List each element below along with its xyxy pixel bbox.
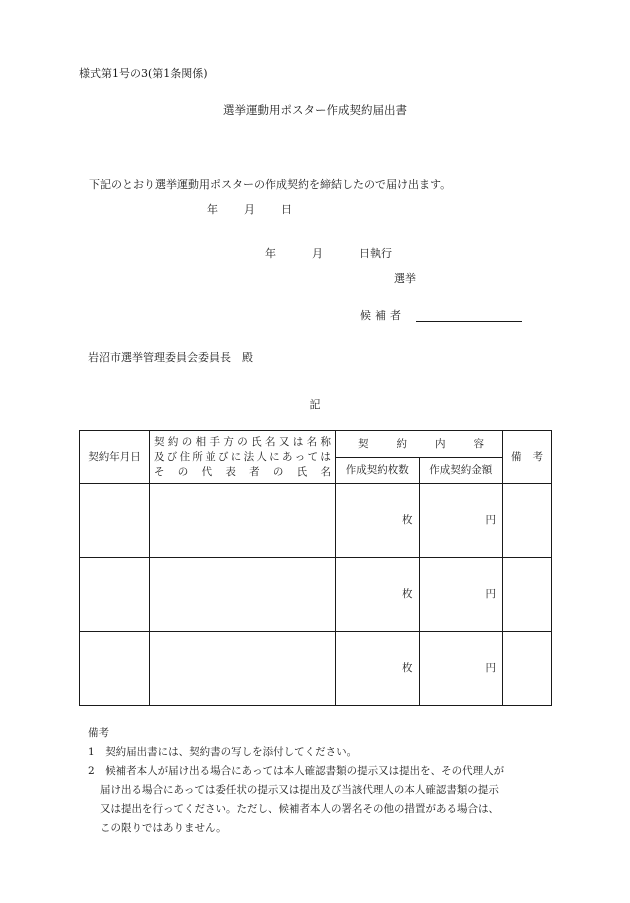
- party-header-char: 人: [256, 450, 267, 463]
- candidate-label: 候補者: [360, 309, 405, 322]
- party-header-char: 表: [225, 465, 236, 478]
- note-text: この限りではありません。: [100, 822, 227, 834]
- table-row: [80, 558, 552, 632]
- party-header-char: 代: [201, 465, 213, 478]
- candidate-row: [360, 309, 405, 322]
- cell-count[interactable]: [336, 632, 420, 706]
- contract-details-char: 容: [473, 437, 484, 450]
- party-header-char: は: [320, 450, 331, 463]
- document-title: 選挙運動用ポスター作成契約届出書: [223, 103, 407, 117]
- party-header-char: 住: [179, 450, 191, 463]
- addressee: 岩沼市選挙管理委員会委員長 殿: [88, 351, 253, 364]
- party-header-char: 名: [265, 435, 276, 448]
- remarks-char: 考: [532, 450, 543, 463]
- party-header-char: 手: [209, 435, 220, 448]
- header-contract-party: [150, 431, 336, 484]
- cell-contract-date[interactable]: [80, 632, 150, 706]
- cell-contract-party[interactable]: [150, 484, 336, 558]
- party-header-char: 氏: [251, 435, 262, 448]
- cell-contract-date[interactable]: [80, 484, 150, 558]
- cell-remarks[interactable]: [503, 484, 552, 558]
- party-header-char: び: [166, 450, 178, 463]
- remarks-char: 備: [511, 450, 522, 463]
- party-header-char: び: [217, 450, 229, 463]
- party-header-char: の: [237, 435, 248, 448]
- exec-month: 月: [312, 247, 323, 260]
- party-header-char: に: [269, 450, 280, 463]
- header-amount: 作成契約金額: [419, 458, 503, 484]
- count-unit: 枚: [402, 662, 413, 675]
- party-header-char: あ: [281, 450, 293, 463]
- contract-table: [79, 430, 552, 706]
- party-header-char: そ: [154, 465, 165, 478]
- cell-amount[interactable]: [419, 632, 503, 706]
- party-header-char: 者: [249, 465, 260, 478]
- note-text: 届け出る場合にあっては委任状の提示又は提出及び当該代理人の本人確認書類の提示: [100, 784, 499, 796]
- intro-text: 下記のとおり選挙運動用ポスターの作成契約を締結したので届け出ます。: [89, 178, 452, 191]
- party-header-char: 名: [320, 465, 331, 478]
- header-contract-details: [336, 431, 503, 458]
- contract-details-label: [336, 438, 502, 451]
- candidate-name-line: [416, 321, 522, 322]
- contract-details-char: 約: [396, 437, 407, 450]
- header-count: 作成契約枚数: [336, 458, 420, 484]
- contract-details-char: 契: [358, 437, 369, 450]
- remarks-label: [503, 451, 551, 464]
- party-header-char: の: [177, 465, 189, 478]
- party-header-char: 所: [192, 450, 203, 463]
- party-header-char: 名: [306, 435, 318, 448]
- amount-unit: 円: [485, 588, 496, 601]
- party-header-char: 又: [278, 435, 290, 448]
- submission-date: [207, 203, 292, 216]
- party-header-char: 法: [243, 450, 255, 463]
- note-text: 又は提出を行ってください。ただし、候補者本人の署名その他の措置がある場合は、: [100, 803, 499, 815]
- exec-year: 年: [265, 247, 276, 260]
- amount-unit: 円: [485, 662, 496, 675]
- party-header-char: 称: [320, 435, 331, 448]
- party-header-char: 氏: [296, 465, 308, 478]
- party-header-char: は: [292, 435, 304, 448]
- cell-remarks[interactable]: [503, 632, 552, 706]
- date-month: 月: [244, 203, 255, 216]
- note-text: 候補者本人が届け出る場合にあっては本人確認書類の提示又は提出を、その代理人が: [105, 765, 505, 777]
- amount-unit: 円: [485, 514, 496, 527]
- party-header-char: の: [181, 435, 193, 448]
- cell-amount[interactable]: [419, 484, 503, 558]
- party-header-line: [154, 465, 331, 480]
- election-label: 選挙: [394, 272, 416, 285]
- party-header-line: [154, 450, 331, 465]
- form-number: 様式第1号の3(第1条関係): [79, 67, 208, 80]
- cell-contract-date[interactable]: [80, 558, 150, 632]
- note-item: [88, 743, 504, 762]
- notes-heading: 備考: [88, 727, 109, 739]
- cell-amount[interactable]: [419, 558, 503, 632]
- ki-marker: 記: [309, 398, 321, 411]
- contract-details-char: 内: [435, 437, 446, 450]
- exec-day: 日執行: [359, 247, 392, 260]
- date-year: 年: [207, 203, 218, 216]
- note-number: 1: [88, 746, 95, 758]
- count-unit: 枚: [402, 514, 413, 527]
- party-header-char: 方: [223, 435, 234, 448]
- party-header-char: 及: [154, 450, 165, 463]
- table-row: [80, 632, 552, 706]
- note-item: [88, 762, 504, 781]
- cell-contract-party[interactable]: [150, 632, 336, 706]
- party-header-char: 契: [154, 435, 165, 448]
- cell-contract-party[interactable]: [150, 558, 336, 632]
- party-header-char: て: [307, 450, 319, 463]
- election-date: [265, 247, 392, 260]
- party-header-char: っ: [294, 450, 306, 463]
- note-text: 契約届出書には、契約書の写しを添付してください。: [105, 746, 358, 758]
- header-contract-date: 契約年月日: [80, 431, 150, 484]
- cell-count[interactable]: [336, 484, 420, 558]
- table-row: [80, 484, 552, 558]
- date-day: 日: [281, 203, 292, 216]
- party-header-char: に: [230, 450, 242, 463]
- notes-section: [88, 724, 504, 838]
- cell-remarks[interactable]: [503, 558, 552, 632]
- party-header-line: [154, 435, 331, 450]
- header-remarks: [503, 431, 552, 484]
- party-header-char: の: [272, 465, 284, 478]
- party-header-char: 相: [195, 435, 207, 448]
- note-number: 2: [88, 765, 95, 777]
- party-header-char: 並: [205, 450, 216, 463]
- cell-count[interactable]: [336, 558, 420, 632]
- count-unit: 枚: [402, 588, 413, 601]
- party-header-char: 約: [167, 435, 179, 448]
